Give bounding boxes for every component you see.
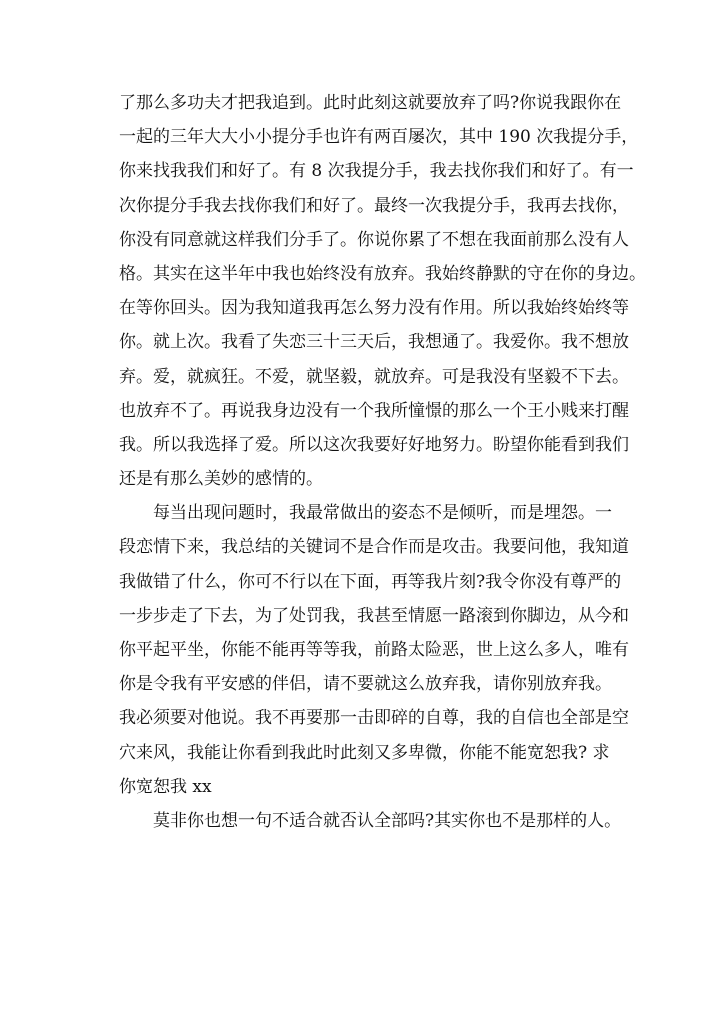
- text-line: 弃。爱，就疯狂。不爱，就坚毅，就放弃。可是我没有坚毅不下去。: [119, 366, 629, 387]
- paragraph-first-line: 莫非你也想一句不适合就否认全部吗?其实你也不是那样的人。: [153, 810, 622, 831]
- document-body: [119, 86, 646, 838]
- text-line: 在等你回头。因为我知道我再怎么努力没有作用。所以我始终始终等: [119, 298, 629, 319]
- text-line: 格。其实在这半年中我也始终没有放弃。我始终静默的守在你的身边。: [119, 263, 646, 284]
- text-line: 还是有那么美妙的感情的。: [119, 469, 323, 490]
- text-line: 一步步走了下去，为了处罚我，我甚至情愿一路滚到你脚边，从今和: [119, 605, 629, 626]
- text-line: 了那么多功夫才把我追到。此时此刻这就要放弃了吗?你说我跟你在: [119, 93, 622, 113]
- text-line: 也放弃不了。再说我身边没有一个我所憧憬的那么一个王小贱来打醒: [119, 400, 629, 421]
- text-line: 一起的三年大大小小提分手也许有两百屡次，其中 190 次我提分手，: [119, 127, 639, 148]
- text-line: 你宽恕我 xx: [119, 776, 212, 797]
- text-line: 我做错了什么，你可不行以在下面，再等我片刻?我令你没有尊严的: [119, 571, 622, 592]
- text-line: 我。所以我选择了爱。所以这次我要好好地努力。盼望你能看到我们: [119, 434, 629, 455]
- paragraph-first-line: 每当出现问题时，我最常做出的姿态不是倾听，而是埋怨。一: [153, 503, 612, 524]
- text-line: 你来找我我们和好了。有 8 次我提分手，我去找你我们和好了。有一: [119, 161, 634, 182]
- text-line: 穴来风，我能让你看到我此时此刻又多卑微，你能不能宽恕我? 求: [119, 742, 610, 763]
- text-line: 次你提分手我去找你我们和好了。最终一次我提分手，我再去找你，: [119, 195, 629, 216]
- text-line: 我必须要对他说。我不再要那一击即碎的自尊，我的自信也全部是空: [119, 708, 629, 729]
- text-line: 你是令我有平安感的伴侣，请不要就这么放弃我，请你别放弃我。: [119, 674, 612, 695]
- text-line: 段恋情下来，我总结的关键词不是合作而是攻击。我要问他，我知道: [119, 537, 629, 558]
- text-line: 你平起平坐，你能不能再等等我，前路太险恶，世上这么多人，唯有: [119, 640, 629, 660]
- text-line: 你。就上次。我看了失恋三十三天后，我想通了。我爱你。我不想放: [119, 332, 629, 353]
- text-line: 你没有同意就这样我们分手了。你说你累了不想在我面前那么没有人: [119, 229, 629, 250]
